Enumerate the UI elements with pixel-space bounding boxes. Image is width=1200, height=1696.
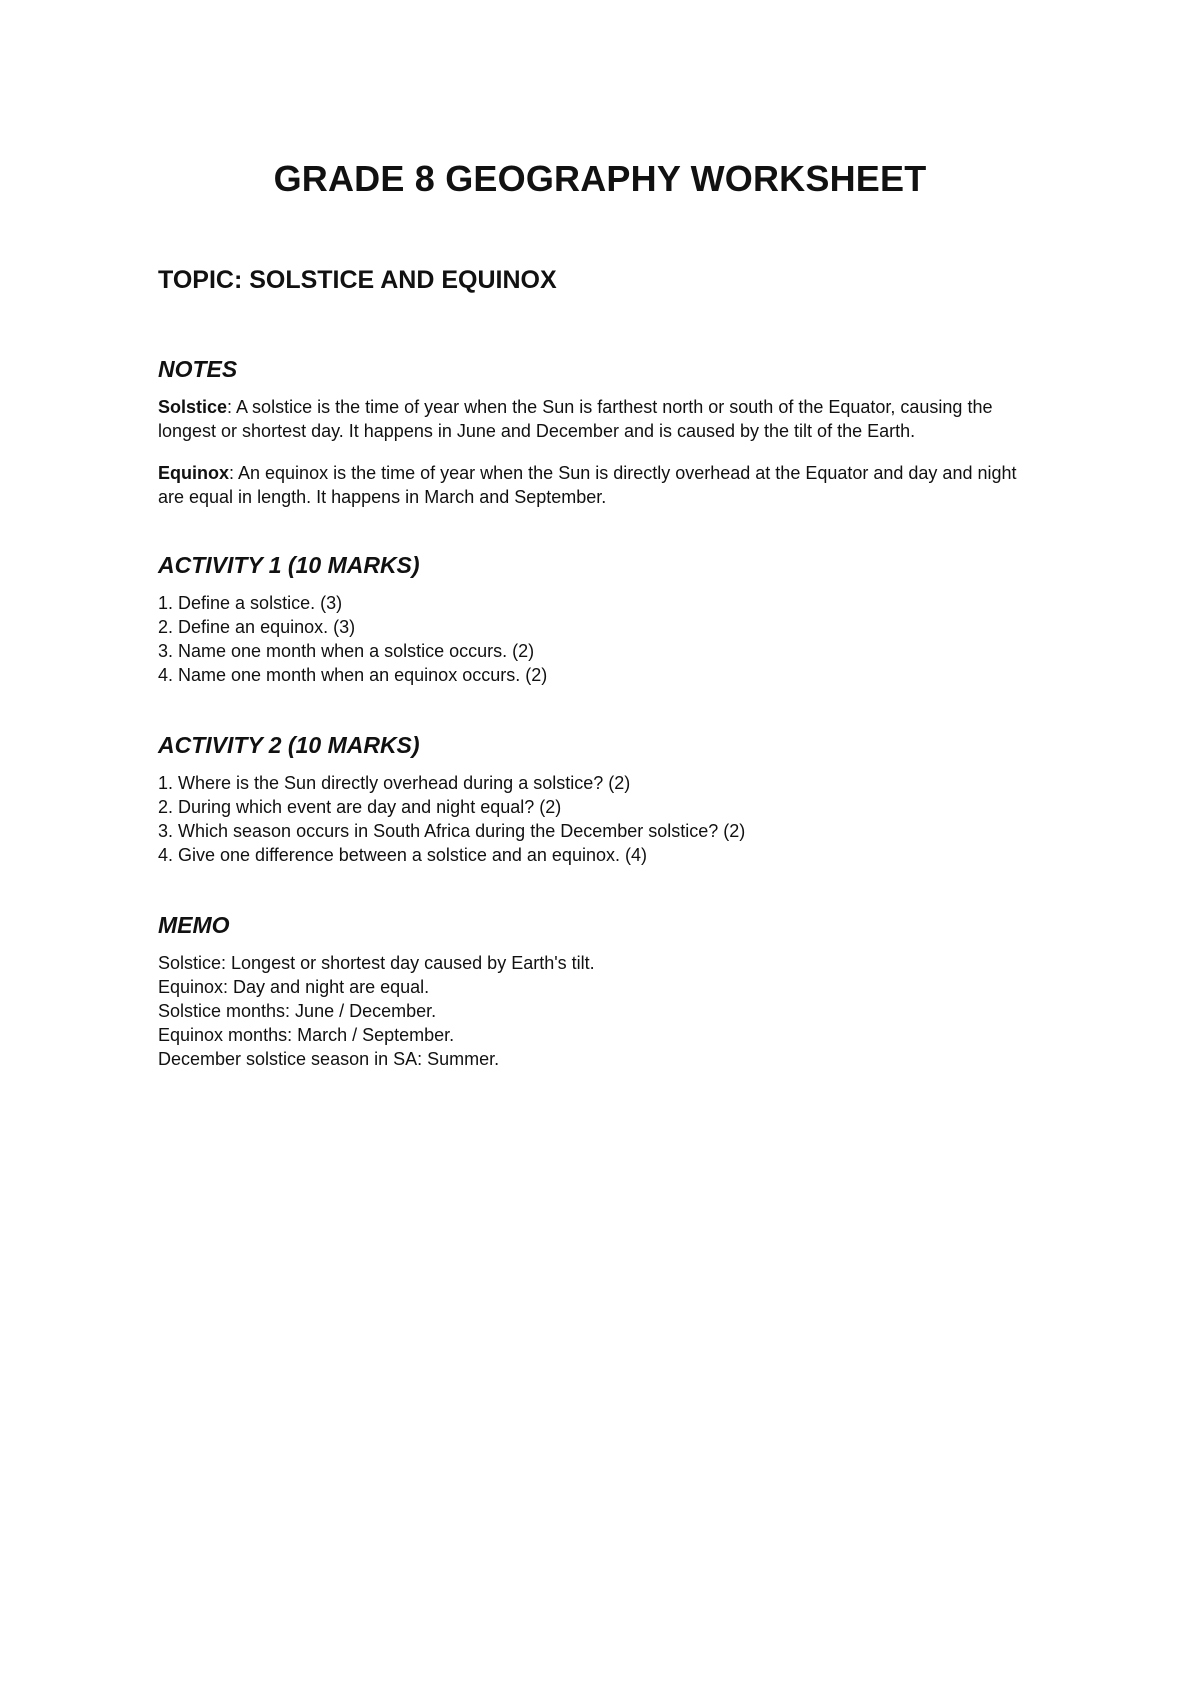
memo-heading: MEMO xyxy=(158,912,230,938)
activity-2-heading: ACTIVITY 2 (10 MARKS) xyxy=(158,732,420,758)
notes-section xyxy=(158,355,1038,509)
activity-1-section xyxy=(158,551,1038,687)
question-item: 4. Name one month when an equinox occurs. (2) xyxy=(158,665,548,685)
worksheet-content xyxy=(158,265,1038,1071)
memo-section xyxy=(158,911,1038,1071)
question-item: 4. Give one difference between a solstice and an equinox. (4) xyxy=(158,845,647,865)
memo-line: Equinox months: March / September. xyxy=(158,1025,455,1045)
note-text: : A solstice is the time of year when the Sun is farthest north or south of the Equator, causing the longest or shortest day. It happens in June and December and is caused by the tilt of the Earth. xyxy=(158,397,993,441)
activity-1-heading: ACTIVITY 1 (10 MARKS) xyxy=(158,552,420,578)
memo-line: Equinox: Day and night are equal. xyxy=(158,977,430,997)
activity-1-questions xyxy=(158,591,1038,687)
activity-2-section xyxy=(158,731,1038,867)
question-item: 2. Define an equinox. (3) xyxy=(158,617,356,637)
note-term: Solstice xyxy=(158,397,228,417)
question-item: 3. Which season occurs in South Africa during the December solstice? (2) xyxy=(158,821,746,841)
memo-line: Solstice months: June / December. xyxy=(158,1001,437,1021)
note-text: : An equinox is the time of year when the Sun is directly overhead at the Equator and day and night are equal in length. It happens in March and September. xyxy=(158,463,1017,507)
activity-2-questions xyxy=(158,771,1038,867)
notes-heading: NOTES xyxy=(158,356,238,382)
topic-heading: TOPIC: SOLSTICE AND EQUINOX xyxy=(158,266,557,294)
memo-line: December solstice season in SA: Summer. xyxy=(158,1049,500,1069)
question-item: 1. Where is the Sun directly overhead during a solstice? (2) xyxy=(158,773,631,793)
page-title: GRADE 8 GEOGRAPHY WORKSHEET xyxy=(273,158,927,199)
memo-line: Solstice: Longest or shortest day caused by Earth's tilt. xyxy=(158,953,595,973)
memo-lines xyxy=(158,951,1038,1071)
note-term: Equinox xyxy=(158,463,229,483)
note-solstice xyxy=(158,395,1038,443)
question-item: 2. During which event are day and night equal? (2) xyxy=(158,797,562,817)
question-item: 1. Define a solstice. (3) xyxy=(158,593,343,613)
question-item: 3. Name one month when a solstice occurs. (2) xyxy=(158,641,535,661)
note-equinox xyxy=(158,461,1038,509)
